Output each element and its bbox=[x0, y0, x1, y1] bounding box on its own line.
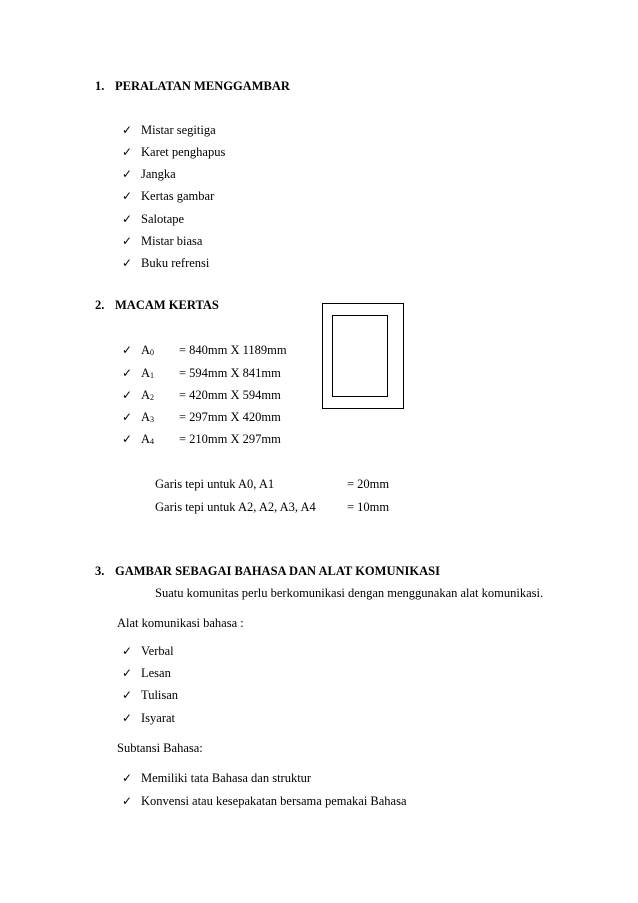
section-heading-3 bbox=[95, 564, 440, 579]
check-mark-icon: ✓ bbox=[122, 771, 133, 785]
section-number: 2. bbox=[95, 298, 105, 312]
list-item: ✓ Karet penghapus bbox=[122, 145, 226, 159]
check-mark-icon: ✓ bbox=[122, 234, 133, 248]
alat-komunikasi-label: Alat komunikasi bahasa : bbox=[117, 616, 244, 630]
list-item: ✓ Jangka bbox=[122, 167, 176, 181]
list-item: ✓ Memiliki tata Bahasa dan struktur bbox=[122, 771, 312, 785]
list-item: ✓ Salotape bbox=[122, 212, 185, 226]
margin-note-value: = 10mm bbox=[347, 500, 390, 514]
paper-frame-inner bbox=[332, 315, 388, 397]
list-item: ✓ Mistar segitiga bbox=[122, 123, 216, 137]
list-item: ✓ Kertas gambar bbox=[122, 189, 215, 203]
check-mark-icon: ✓ bbox=[122, 666, 133, 680]
list-item: ✓ Isyarat bbox=[122, 711, 176, 725]
margin-note-text: Garis tepi untuk A2, A2, A3, A4 bbox=[155, 500, 316, 514]
paper-size-row: ✓ $A_0 = 840mm$ X 1189mm bbox=[122, 343, 287, 357]
list-item: ✓ Buku refrensi bbox=[122, 256, 210, 270]
check-mark-icon: ✓ bbox=[122, 410, 133, 424]
section-number: 1. bbox=[95, 79, 105, 93]
section-heading-2 bbox=[95, 298, 219, 313]
paper-size-row: ✓ $A_1 = 594mm$ X 841mm bbox=[122, 366, 281, 380]
check-mark-icon: ✓ bbox=[122, 167, 133, 181]
section-title: GAMBAR SEBAGAI BAHASA DAN ALAT KOMUNIKASI bbox=[115, 564, 440, 578]
check-mark-icon: ✓ bbox=[122, 366, 133, 380]
list-item: ✓ Lesan bbox=[122, 666, 171, 680]
check-mark-icon: ✓ bbox=[122, 123, 133, 137]
check-mark-icon: ✓ bbox=[122, 388, 133, 402]
list-item: ✓ Tulisan bbox=[122, 688, 179, 702]
section-number: 3. bbox=[95, 564, 105, 578]
list-item: ✓ Mistar biasa bbox=[122, 234, 203, 248]
paper-size-row: ✓ $A_4 = 210mm$ X 297mm bbox=[122, 432, 281, 446]
paper-size-row: ✓ $A_2 = 420mm$ X 594mm bbox=[122, 388, 281, 402]
check-mark-icon: ✓ bbox=[122, 189, 133, 203]
section-heading-1 bbox=[95, 79, 290, 94]
section-title: MACAM KERTAS bbox=[115, 298, 219, 312]
check-mark-icon: ✓ bbox=[122, 794, 133, 808]
check-mark-icon: ✓ bbox=[122, 212, 133, 226]
paper-size-row: ✓ $A_3 = 297mm$ X 420mm bbox=[122, 410, 281, 424]
margin-note-value: = 20mm bbox=[347, 477, 390, 491]
section-title: PERALATAN MENGGAMBAR bbox=[115, 79, 290, 93]
list-item: ✓ Konvensi atau kesepakatan bersama pemakai Bahasa bbox=[122, 794, 407, 808]
paragraph-intro: Suatu komunitas perlu berkomunikasi dengan menggunakan alat komunikasi. bbox=[155, 586, 544, 600]
subtansi-bahasa-label: Subtansi Bahasa: bbox=[117, 741, 203, 755]
check-mark-icon: ✓ bbox=[122, 711, 133, 725]
check-mark-icon: ✓ bbox=[122, 145, 133, 159]
check-mark-icon: ✓ bbox=[122, 432, 133, 446]
check-mark-icon: ✓ bbox=[122, 343, 133, 357]
check-mark-icon: ✓ bbox=[122, 688, 133, 702]
check-mark-icon: ✓ bbox=[122, 256, 133, 270]
list-item: ✓ Verbal bbox=[122, 644, 174, 658]
margin-note-text: Garis tepi untuk A0, A1 bbox=[155, 477, 275, 491]
check-mark-icon: ✓ bbox=[122, 644, 133, 658]
